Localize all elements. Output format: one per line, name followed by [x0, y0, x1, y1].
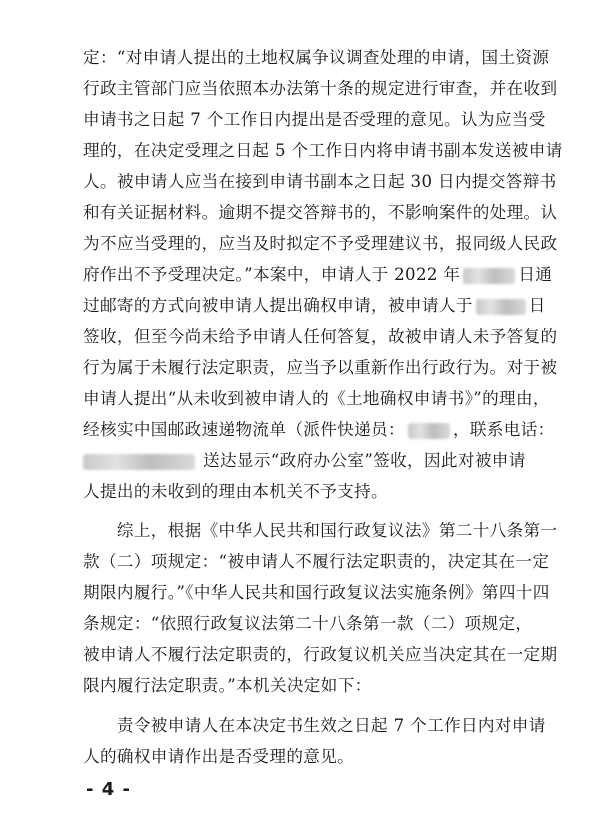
text-line: 申请人提出“从未收到被申请人的《土地确权申请书》”的理由， [83, 389, 550, 408]
text-line: 定：“对申请人提出的土地权属争议调查处理的申请，国土资源 [83, 48, 550, 67]
redacted-phone [83, 454, 195, 470]
redacted-date [463, 268, 515, 284]
text-line [83, 451, 526, 471]
text-segment: 过邮寄的方式向被申请人提出确权申请，被申请人于 [83, 296, 473, 315]
text-line: 和有关证据材料。逾期不提交答辩书的，不影响案件的处理。认 [83, 203, 558, 222]
text-segment: 日 [528, 296, 546, 315]
redacted-name [408, 423, 450, 439]
text-line: 限内履行法定职责。”本机关决定如下： [83, 676, 372, 695]
text-line: 为不应当受理的，应当及时拟定不予受理建议书，报同级人民政 [83, 234, 558, 253]
text-line: 理的，在决定受理之日起 5 个工作日内将申请书副本发送被申请 [83, 141, 563, 160]
text-line: 期限内履行。”《中华人民共和国行政复议法实施条例》第四十四 [83, 583, 550, 602]
text-segment: ，联系电话： [452, 420, 555, 439]
text-line: 申请书之日起 7 个工作日内提出是否受理的意见。认为应当受 [83, 110, 546, 129]
text-line [83, 420, 555, 440]
text-line: 签收，但至今尚未给予申请人任何答复，故被申请人未予答复的 [83, 327, 558, 346]
text-segment: 府作出不予受理决定。”本案中，申请人于 2022 年 [83, 265, 461, 284]
redacted-date [476, 299, 526, 315]
text-line [83, 296, 546, 316]
text-line: 行为属于未履行法定职责，应当予以重新作出行政行为。对于被 [83, 358, 558, 377]
text-line: 行政主管部门应当依照本办法第十条的规定进行审查，并在收到 [83, 79, 558, 98]
text-line: 条规定：“依照行政复议法第二十八条第一款（二）项规定， [83, 614, 533, 633]
text-line: 被申请人不履行法定职责的，行政复议机关应当决定其在一定期 [83, 645, 558, 664]
text-line: 责令被申请人在本决定书生效之日起 7 个工作日内对申请 [83, 716, 546, 735]
text-line: 人提出的未收到的理由本机关不予支持。 [83, 482, 388, 501]
text-line: 人的确权申请作出是否受理的意见。 [83, 747, 355, 766]
text-line: 人。被申请人应当在接到申请书副本之日起 30 日内提交答辩书 [83, 172, 557, 191]
text-line: 综上，根据《中华人民共和国行政复议法》第二十八条第一 [83, 521, 558, 540]
page-number: - 4 - [86, 779, 131, 800]
text-segment: 日通 [518, 265, 553, 284]
text-segment: 送达显示“政府办公室”签收，因此对被申请 [203, 451, 526, 470]
text-segment: 经核实中国邮政速递物流单（派件快递员： [83, 420, 405, 439]
text-line: 款（二）项规定：“被申请人不履行法定职责的，决定其在一定 [83, 552, 550, 571]
text-line [83, 265, 552, 285]
